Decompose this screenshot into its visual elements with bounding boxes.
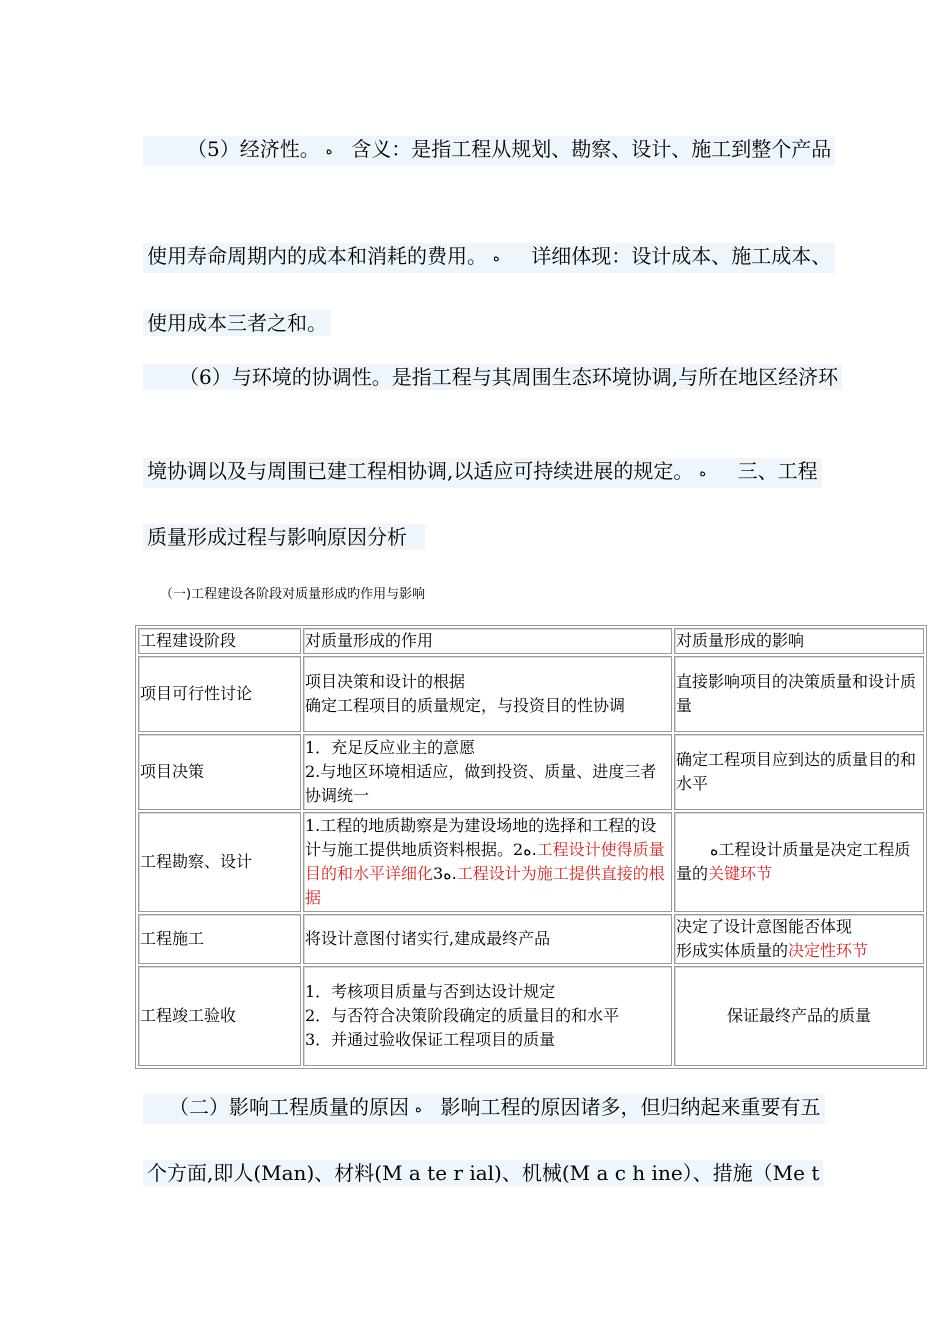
economy-definition-cont: 使用寿命周期内的成本和消耗的费用。: [147, 244, 487, 268]
environment-text: 境协调以及与周围已建工程相协调,以适应可持续进展的规定。: [147, 459, 694, 483]
role-highlight: 工程设计为施工提供直接的根据: [305, 864, 665, 907]
factors-list: 个方面,即人(Man)、材料(M a te r ial)、机械(M a c h ine）、措施（Me t: [147, 1161, 820, 1185]
stage-cell: 工程竣工验收: [138, 966, 301, 1066]
role-line: 1．考核项目质量与否到达设计规定: [305, 982, 556, 1001]
table-row: [138, 914, 924, 964]
impact-text: 决定了设计意图能否体现: [676, 917, 853, 936]
header-role: 对质量形成的作用: [303, 628, 672, 654]
section-three-title: 质量形成过程与影响原因分析: [147, 525, 407, 549]
bullet-icon: ه: [415, 1101, 422, 1116]
paragraph-economy-cont: [143, 243, 835, 273]
role-line: 1．充足反应业主的意愿: [305, 738, 476, 757]
role-line: 项目决策和设计的根据: [305, 672, 466, 691]
role-text: 1.工程的地质勘察是为建设场地的选择和工程的设计与施工提供地质资料根据。2: [305, 816, 657, 859]
table-caption: （一)工程建设各阶段对质量形成旳作用与影响: [160, 587, 426, 602]
table-row: [138, 734, 924, 810]
role-highlight: 工程设计使得质量目的和水平详细化: [305, 840, 665, 883]
role-line: 2.与地区环境相适应，做到投资、质量、进度三者协调统一: [305, 762, 657, 805]
impact-cell: [674, 914, 924, 964]
paragraph-environment-cont: [143, 458, 822, 488]
impact-line: [676, 939, 922, 963]
quality-stages-table: [135, 625, 927, 1069]
table-row: [138, 812, 924, 912]
paragraph-economy: [143, 136, 835, 166]
economy-heading: （5）经济性。: [187, 137, 320, 161]
impact-cell: 确定工程项目应到达的质量目的和水平: [674, 734, 924, 810]
header-impact: 对质量形成的影响: [674, 628, 924, 654]
impact-cell: [674, 812, 924, 912]
impact-highlight: 决定性环节: [788, 941, 869, 960]
stage-cell: 工程勘察、设计: [138, 812, 301, 912]
paragraph-environment: [143, 364, 842, 390]
paragraph-economy-end: [143, 310, 331, 336]
bullet-icon: ه.: [523, 840, 537, 859]
impact-cell: 直接影响项目的决策质量和设计质量: [674, 656, 924, 732]
factors-heading: （二）影响工程质量的原因: [169, 1095, 409, 1119]
bullet-icon: ه: [493, 250, 500, 265]
role-line: 3．并通过验收保证工程项目的质量: [305, 1030, 556, 1049]
table-row: [138, 966, 924, 1066]
impact-text: 形成实体质量的: [676, 941, 789, 960]
paragraph-factors-cont: [143, 1160, 823, 1186]
impact-text: 工程设计质量是决定工程质量的: [676, 840, 911, 883]
factors-text: 影响工程的原因诸多，但归纳起来重要有五: [440, 1095, 821, 1119]
economy-detail: 详细体现：设计成本、施工成本、: [531, 244, 832, 268]
bullet-icon: ه: [710, 840, 719, 859]
economy-detail-end: 使用成本三者之和。: [147, 311, 327, 335]
role-cell: [303, 656, 672, 732]
bullet-icon: ه: [325, 143, 333, 158]
paragraph-factors: [143, 1094, 825, 1124]
impact-highlight: 关键环节: [708, 864, 773, 883]
economy-definition: 含义：是指工程从规划、勘察、设计、施工到整个产品: [351, 137, 832, 161]
section-three-heading: 三、工程: [737, 459, 818, 483]
stage-cell: 工程施工: [138, 914, 301, 964]
role-number: 3: [433, 864, 444, 883]
stage-cell: 项目决策: [138, 734, 301, 810]
role-cell: [303, 966, 672, 1066]
bullet-icon: ه: [699, 465, 707, 480]
bullet-icon: ه.: [443, 864, 457, 883]
role-line: 确定工程项目的质量规定，与投资目的性协调: [305, 696, 626, 715]
header-stage: 工程建设阶段: [138, 628, 301, 654]
role-cell: 将设计意图付诸实行,建成最终产品: [303, 914, 672, 964]
stage-cell: 项目可行性讨论: [138, 656, 301, 732]
impact-cell: 保证最终产品的质量: [674, 966, 924, 1066]
table-header-row: [138, 628, 924, 654]
role-cell: [303, 734, 672, 810]
environment-heading: （6）与环境的协调性。是指工程与其周围生态环境协调,与所在地区经济环: [179, 365, 839, 389]
role-line: 2．与否符合决策阶段确定的质量目的和水平: [305, 1006, 620, 1025]
paragraph-section-three: [143, 524, 425, 550]
table-row: [138, 656, 924, 732]
role-cell: [303, 812, 672, 912]
